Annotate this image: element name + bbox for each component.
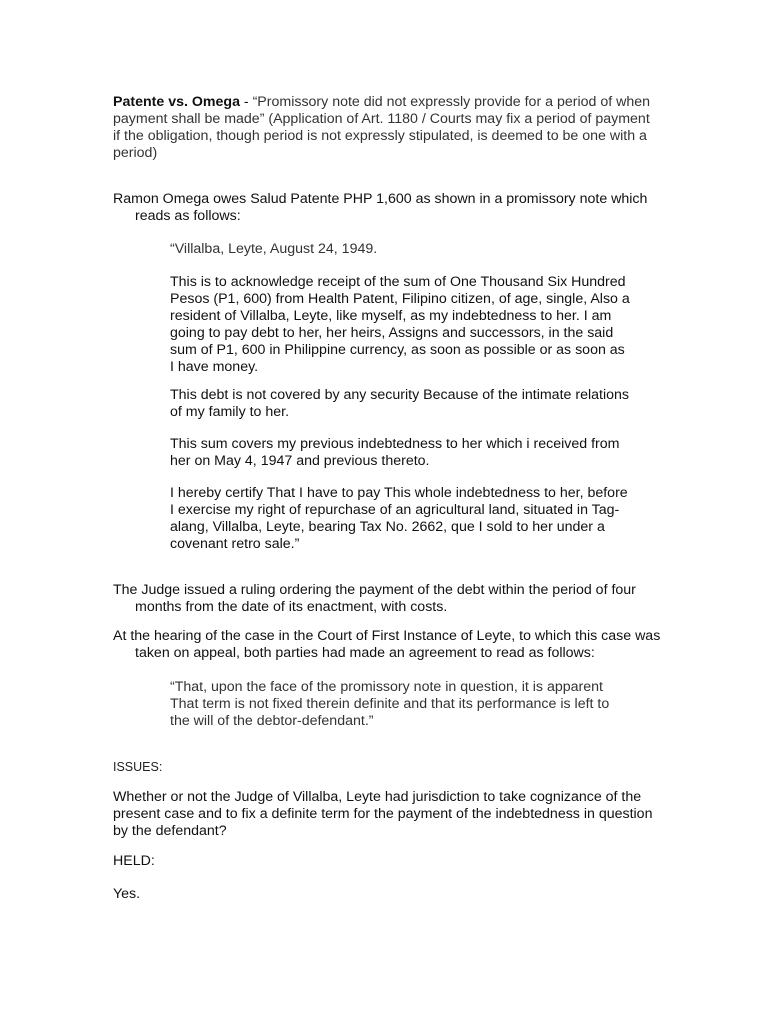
held-answer: Yes. [113, 886, 141, 902]
note-paragraph-1: This is to acknowledge receipt of the sum of One Thousand Six Hundred Pesos (P1, 600) from Health Patent, Filipino citizen, of age, single, Also a resident of Villalba, Leyte, like myself, as my indebtedness to her. I am going to pay debt to her, her heirs, Assigns and successors, in the said sum of P1, 600 in Philippine currency, as soon as possible or as soon as I have money. [170, 274, 630, 375]
note-paragraph-3: This sum covers my previous indebtedness to her which i received from her on May 4, 1947 and previous thereto. [170, 436, 620, 469]
agreement-quote: “That, upon the face of the promissory note in question, it is apparent That term is not fixed therein definite and that its performance is left to the will of the debtor-defendant.” [170, 679, 610, 729]
case-heading-paragraph [113, 94, 658, 162]
hearing-paragraph: At the hearing of the case in the Court of First Instance of Leyte, to which this case was taken on appeal, both parties had made an agreement to read as follows: [113, 628, 661, 661]
held-label: HELD: [113, 853, 155, 869]
case-title: Patente vs. Omega [113, 94, 240, 110]
note-paragraph-2: This debt is not covered by any security Because of the intimate relations of my family to her. [170, 387, 629, 420]
note-date: “Villalba, Leyte, August 24, 1949. [170, 241, 378, 257]
note-paragraph-4: I hereby certify That I have to pay This whole indebtedness to her, before I exercise my right of repurchase of an agricultural land, situated in Tag-alang, Villalba, Leyte, bearing Tax No. 2662, que I sold to her under a covenant retro sale.” [170, 485, 628, 552]
case-summary: “Promissory note did not expressly provide for a period of when payment shall be made” (Application of Art. 1180 / Courts may fix a period of payment if the obligation, though period is not expressly stipulated, is deemed to be one with a period) [113, 94, 651, 161]
issue-question: Whether or not the Judge of Villalba, Leyte had jurisdiction to take cognizance of the present case and to fix a definite term for the payment of the indebtedness in question by the defendant? [113, 789, 653, 839]
facts-intro: Ramon Omega owes Salud Patente PHP 1,600 as shown in a promissory note which reads as follows: [113, 191, 648, 224]
issues-label: ISSUES: [113, 760, 163, 774]
judge-ruling: The Judge issued a ruling ordering the payment of the debt within the period of four months from the date of its enactment, with costs. [113, 582, 636, 615]
case-title-separator: - [239, 94, 253, 110]
